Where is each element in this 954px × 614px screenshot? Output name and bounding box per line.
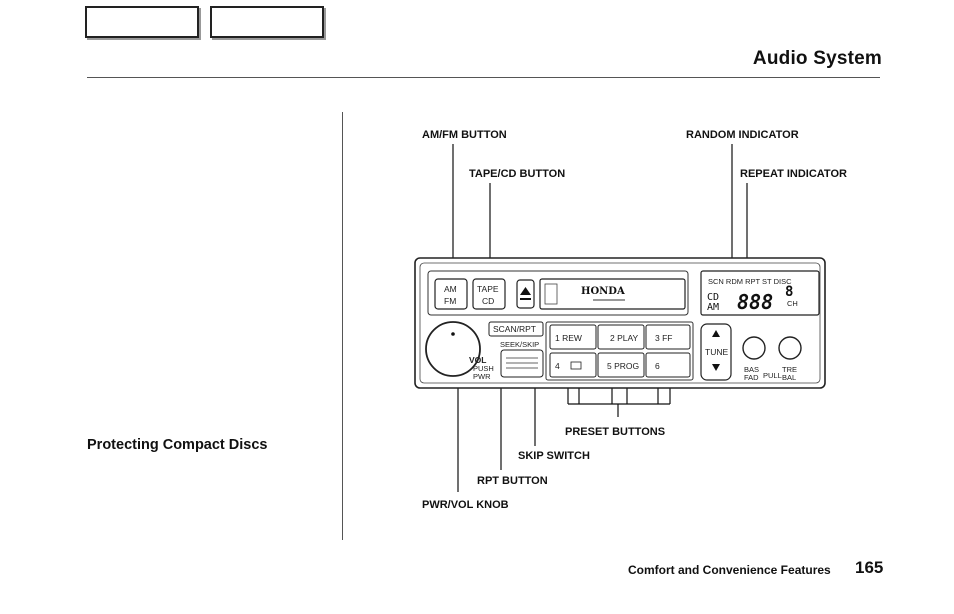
nav-box-next[interactable]	[210, 6, 324, 38]
fad-label: FAD	[744, 373, 759, 382]
label-pwr-vol-knob: PWR/VOL KNOB	[422, 499, 509, 511]
header-rule	[87, 77, 880, 78]
bas-label: BAS	[744, 365, 760, 374]
page-number: 165	[855, 558, 884, 577]
pwr-label: PWR	[473, 372, 491, 381]
label-rpt-button: RPT BUTTON	[477, 475, 548, 487]
scan-rpt-label: SCAN/RPT	[493, 324, 536, 334]
page-title: Audio System	[752, 48, 882, 69]
audio-unit-diagram	[385, 112, 875, 520]
honda-logo: HONDA	[581, 286, 625, 297]
label-preset-buttons: PRESET BUTTONS	[565, 426, 666, 438]
display-indicators: SCN RDM RPT ST DISC	[708, 277, 792, 286]
tape-label: TAPE	[477, 284, 499, 294]
side-heading: Protecting Compact Discs	[87, 437, 268, 453]
lcd-display	[701, 271, 819, 315]
column-divider	[342, 112, 343, 540]
nav-box-previous[interactable]	[85, 6, 199, 38]
preset-5-label: 5 PROG	[607, 361, 640, 371]
vol-label: VOL	[469, 355, 487, 365]
preset-4-label: 4	[555, 361, 560, 371]
tape-slot	[540, 279, 685, 309]
tune-button[interactable]	[701, 324, 731, 380]
tape-cd-button[interactable]	[473, 279, 505, 309]
footer-section: Comfort and Convenience Features	[628, 563, 831, 577]
label-repeat-indicator: REPEAT INDICATOR	[740, 168, 847, 180]
cd-label: CD	[482, 296, 495, 306]
skip-switch[interactable]	[501, 350, 543, 377]
label-am-fm-button: AM/FM BUTTON	[422, 129, 507, 141]
push-label: PUSH	[473, 364, 494, 373]
fm-label: FM	[444, 296, 457, 306]
label-skip-switch: SKIP SWITCH	[518, 450, 590, 462]
am-fm-button[interactable]	[435, 279, 467, 309]
seek-skip-label: SEEK/SKIP	[500, 340, 540, 349]
preset-6-label: 6	[655, 361, 660, 371]
preset-1-rew-button[interactable]	[550, 325, 596, 349]
bal-label: BAL	[782, 373, 797, 382]
tune-label: TUNE	[705, 347, 729, 357]
label-tape-cd-button: TAPE/CD BUTTON	[469, 168, 566, 180]
preset-3-ff-button[interactable]	[646, 325, 690, 349]
preset-3-label: 3 FF	[655, 333, 673, 343]
preset-1-label: 1 REW	[555, 333, 582, 343]
label-random-indicator: RANDOM INDICATOR	[686, 129, 799, 141]
display-cd: CD	[707, 292, 720, 303]
tre-label: TRE	[782, 365, 797, 374]
display-disc-number: 8	[785, 284, 794, 300]
eject-button[interactable]	[517, 280, 534, 308]
display-digits: 888	[737, 290, 774, 314]
display-ch: CH	[787, 299, 798, 308]
scan-rpt-button[interactable]	[489, 322, 543, 336]
preset-4-button[interactable]	[550, 353, 596, 377]
preset-2-label: 2 PLAY	[610, 333, 639, 343]
preset-6-button[interactable]	[646, 353, 690, 377]
preset-2-play-button[interactable]	[598, 325, 644, 349]
pull-label: PULL	[763, 371, 782, 380]
display-am: AM	[707, 302, 720, 313]
am-label: AM	[444, 284, 457, 294]
preset-5-prog-button[interactable]	[598, 353, 644, 377]
